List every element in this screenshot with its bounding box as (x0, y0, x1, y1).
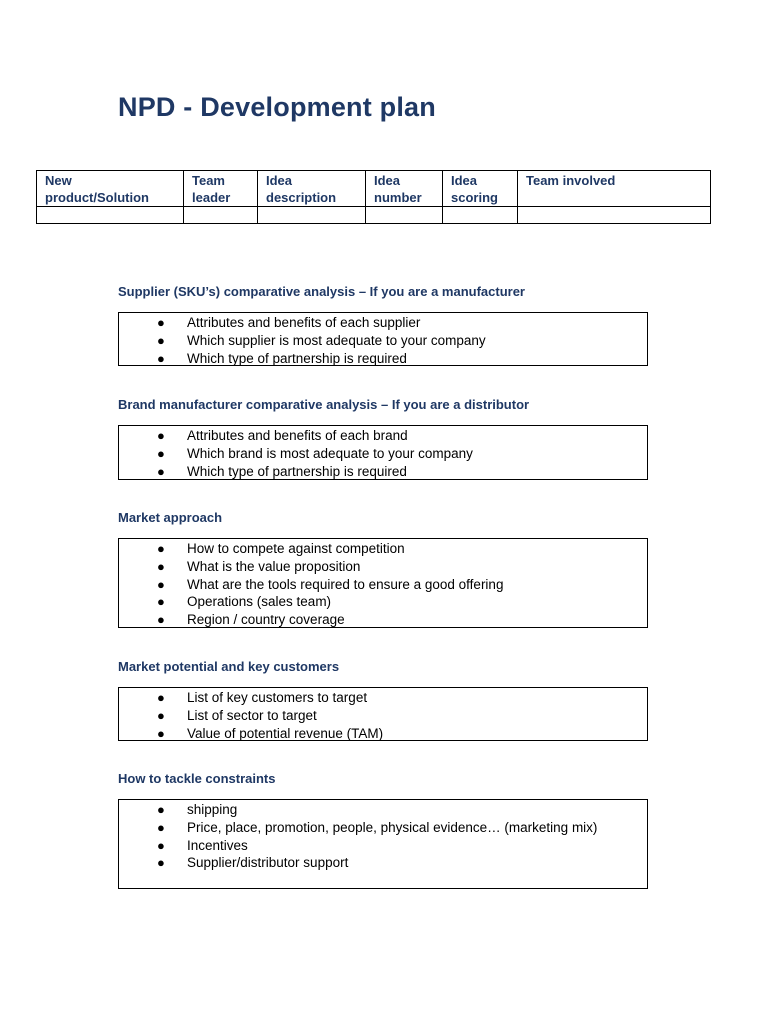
bullet-icon: ● (157, 558, 165, 574)
section-heading-brand-analysis: Brand manufacturer comparative analysis – If you are a distributor (118, 397, 530, 412)
list-item: ● How to compete against competition (157, 541, 405, 556)
list-item: ● List of key customers to target (157, 690, 368, 705)
section-heading-constraints: How to tackle constraints (118, 771, 276, 786)
bullet-icon: ● (157, 837, 165, 853)
bullet-icon: ● (157, 463, 165, 479)
table-cell[interactable] (184, 207, 258, 224)
market-potential-box (118, 687, 648, 741)
bullet-icon: ● (157, 725, 165, 741)
list-item: ● Which type of partnership is required (157, 463, 407, 479)
list-item: ● What are the tools required to ensure a good offering (157, 576, 504, 592)
section-heading-market-potential: Market potential and key customers (118, 659, 340, 674)
bullet-icon: ● (157, 541, 165, 556)
table-cell[interactable] (37, 207, 184, 224)
bullet-icon: ● (157, 612, 165, 628)
bullet-icon: ● (157, 332, 165, 348)
list-item: ● Operations (sales team) (157, 594, 332, 610)
list-item: ● Attributes and benefits of each brand (157, 428, 408, 443)
market-approach-box (118, 538, 648, 628)
bullet-icon: ● (157, 855, 165, 871)
list-item: ● Attributes and benefits of each supplier (157, 315, 421, 330)
list-item: ● Supplier/distributor support (157, 855, 349, 871)
brand-analysis-box (118, 425, 648, 480)
bullet-icon: ● (157, 315, 165, 330)
list-item: ● List of sector to target (157, 707, 317, 723)
list-item: ● Price, place, promotion, people, physical evidence… (marketing mix) (157, 819, 598, 835)
header-idea-description: Idea description (258, 171, 366, 207)
section-heading-market-approach: Market approach (118, 510, 223, 525)
section-heading-supplier-analysis: Supplier (SKU’s) comparative analysis – If you are a manufacturer (118, 284, 525, 299)
bullet-icon: ● (157, 350, 165, 366)
list-item: ● Incentives (157, 837, 248, 853)
bullet-icon: ● (157, 576, 165, 592)
bullet-icon: ● (157, 594, 165, 610)
list-item: ● Value of potential revenue (TAM) (157, 725, 384, 741)
table-cell[interactable] (258, 207, 366, 224)
list-item: ● Region / country coverage (157, 612, 345, 628)
header-team-involved: Team involved (518, 171, 711, 207)
list-item: ● Which type of partnership is required (157, 350, 407, 366)
list-item: ● What is the value proposition (157, 558, 361, 574)
bullet-icon: ● (157, 690, 165, 705)
table-header-row (37, 171, 711, 207)
development-plan-table (36, 170, 711, 224)
table-cell[interactable] (443, 207, 518, 224)
bullet-icon: ● (157, 802, 165, 817)
header-idea-scoring: Idea scoring (443, 171, 518, 207)
list-item: ● Which brand is most adequate to your company (157, 445, 473, 461)
bullet-icon: ● (157, 428, 165, 443)
supplier-analysis-box (118, 312, 648, 366)
header-new-product-solution: New product/Solution (37, 171, 184, 207)
bullet-icon: ● (157, 707, 165, 723)
table-cell[interactable] (366, 207, 443, 224)
bullet-icon: ● (157, 819, 165, 835)
page-title: NPD - Development plan (118, 92, 436, 122)
table-row (37, 207, 711, 224)
bullet-icon: ● (157, 445, 165, 461)
header-idea-number: Idea number (366, 171, 443, 207)
constraints-box (118, 799, 648, 889)
list-item: ● Which supplier is most adequate to your company (157, 332, 486, 348)
list-item: ● shipping (157, 802, 238, 817)
header-team-leader: Team leader (184, 171, 258, 207)
table-cell[interactable] (518, 207, 711, 224)
